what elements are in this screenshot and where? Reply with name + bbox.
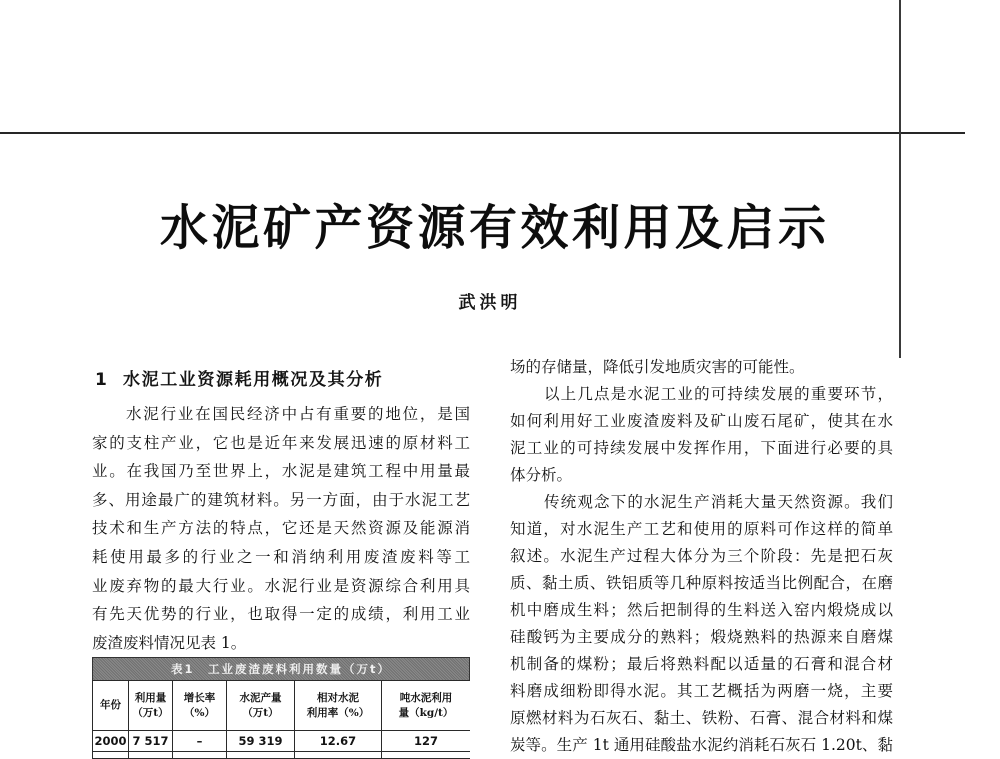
body-text-line: 如何利用好工业废渣废料及矿山废石尾矿，使其在水 xyxy=(510,412,893,430)
table-header-cell xyxy=(382,681,471,731)
body-text-line: 业废弃物的最大行业。水泥行业是资源综合利用具 xyxy=(92,576,470,595)
body-text-line: 有先天优势的行业，也取得一定的成绩，利用工业 xyxy=(92,605,470,624)
table-header-cell xyxy=(93,681,129,731)
body-text-line: 机制备的煤粉；最后将熟料配以适量的石膏和混合材 xyxy=(510,655,893,673)
table-header-cell xyxy=(227,681,295,731)
body-text-line: 炭等。生产 1t 通用硅酸盐水泥约消耗石灰石 1.20t、黏 xyxy=(510,736,893,754)
left-column-paragraph xyxy=(92,400,470,657)
header-line: 年份 xyxy=(100,699,121,711)
body-text-line: 多、用途最广的建筑材料。另一方面，由于水泥工艺 xyxy=(92,490,470,509)
body-text-line: 技术和生产方法的特点，它还是天然资源及能源消 xyxy=(92,519,470,538)
article-title: 水泥矿产资源有效利用及启示 xyxy=(160,200,826,256)
body-text-line: 业。在我国乃至世界上，水泥是建筑工程中用量最 xyxy=(92,462,470,481)
table-cell xyxy=(173,752,227,759)
body-text-line: 家的支柱产业，它也是近年来发展迅速的原材料工 xyxy=(92,433,470,452)
body-text-line: 水泥行业在国民经济中占有重要的地位，是国 xyxy=(126,405,470,423)
body-text-line: 料磨成细粉即得水泥。其工艺概括为两磨一烧，主要 xyxy=(510,682,893,700)
header-rule xyxy=(0,132,965,134)
table-cell xyxy=(382,752,471,759)
table-cell-year: 2000 xyxy=(93,731,129,752)
author-name: 武洪明 xyxy=(458,293,522,313)
body-text-line: 耗使用最多的行业之一和消纳利用废渣废料等工 xyxy=(92,547,470,566)
body-text-line: 原燃材料为石灰石、黏土、铁粉、石膏、混合材料和煤 xyxy=(510,709,893,727)
right-column-text xyxy=(510,354,893,759)
header-line: 利用量 xyxy=(134,691,167,704)
header-line: 利用率（%） xyxy=(306,706,370,719)
table-1-grid xyxy=(92,680,470,759)
body-text-line: 体分析。 xyxy=(510,466,573,484)
table-cell xyxy=(227,752,295,759)
body-text-line: 硅酸钙为主要成分的熟料；煅烧熟料的热源来自磨煤 xyxy=(510,628,893,646)
header-line: 相对水泥 xyxy=(317,691,359,704)
table-row-clipped xyxy=(93,752,471,759)
body-text-line: 以上几点是水泥工业的可持续发展的重要环节， xyxy=(544,385,893,403)
section-number: 1 xyxy=(95,370,107,390)
header-line: 水泥产量 xyxy=(239,691,282,704)
body-text-line: 传统观念下的水泥生产消耗大量天然资源。我们 xyxy=(544,493,893,511)
table-cell-growth-rate: – xyxy=(173,731,227,752)
margin-rule xyxy=(899,0,901,358)
table-cell-per-ton: 127 xyxy=(382,731,471,752)
body-text-line: 质、黏土质、铁铝质等几种原料按适当比例配合，在磨 xyxy=(510,574,893,592)
table-cell-relative-rate: 12.67 xyxy=(295,731,382,752)
table-cell xyxy=(295,752,382,759)
body-text-line: 泥工业的可持续发展中发挥作用，下面进行必要的具 xyxy=(510,439,893,457)
header-line: 吨水泥利用 xyxy=(399,691,453,704)
table-header-cell xyxy=(295,681,382,731)
header-line: （万t） xyxy=(132,706,169,719)
section-heading xyxy=(92,368,432,392)
body-text-line: 场的存储量，降低引发地质灾害的可能性。 xyxy=(510,358,805,376)
table-header-row xyxy=(93,681,471,731)
table-cell xyxy=(129,752,173,759)
table-header-cell xyxy=(173,681,227,731)
table-cell xyxy=(93,752,129,759)
header-line: （万t） xyxy=(242,706,279,719)
table-caption: 表1 工业废渣废料利用数量（万t） xyxy=(92,657,470,680)
table-cell-utilization: 7 517 xyxy=(129,731,173,752)
header-line: 量（kg/t） xyxy=(398,706,454,719)
body-text-line: 废渣废料情况见表 1。 xyxy=(92,633,247,652)
table-header-cell xyxy=(129,681,173,731)
table-row xyxy=(93,731,471,752)
table-1 xyxy=(92,657,470,759)
body-text-line: 叙述。水泥生产过程大体分为三个阶段：先是把石灰 xyxy=(510,547,893,565)
section-title: 水泥工业资源耗用概况及其分析 xyxy=(123,370,384,390)
table-cell-cement-output: 59 319 xyxy=(227,731,295,752)
header-line: （%） xyxy=(184,706,215,719)
body-text-line: 机中磨成生料；然后把制得的生料送入窑内煅烧成以 xyxy=(510,601,893,619)
body-text-line: 知道，对水泥生产工艺和使用的原料可作这样的简单 xyxy=(510,520,893,538)
header-line: 增长率 xyxy=(183,691,216,704)
